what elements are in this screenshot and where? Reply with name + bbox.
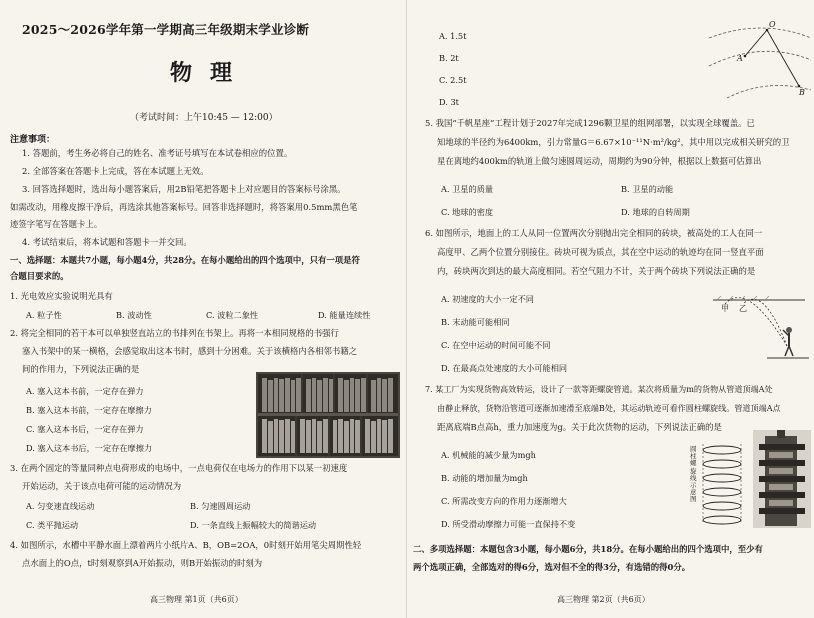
- question-2-stem: 2. 将完全相同的若干本可以单独竖直站立的书排列在书架上。再将一本相同规格的书强行: [10, 328, 339, 338]
- note-line: 如需改动，用橡皮擦干净后，再选涂其他答案标号。回答非选择题时，将答案用0.5mm黑色笔: [10, 202, 358, 212]
- q2-option-d: D. 塞入这本书后，一定存在摩擦力: [26, 443, 153, 453]
- question-4-stem: 点水面上的O点，t时刻观察到A开始振动，则B开始振动的时刻为: [22, 558, 263, 568]
- q4-option-d: D. 3t: [439, 97, 459, 107]
- q3-option-d: D. 一条直线上振幅较大的简谐运动: [190, 520, 317, 530]
- question-3-stem: 开始运动，关于该点电荷可能的运动情况为: [22, 481, 182, 491]
- q5-option-b: B. 卫星的动能: [621, 184, 674, 194]
- note-line: 2. 全部答案在答题卡上完成，答在本试题上无效。: [22, 166, 209, 176]
- question-6-stem: 高度甲、乙两个位置分别接住。砖块可视为质点，其在空中运动的轨迹均在同一竖直平面: [437, 247, 764, 257]
- q1-option-c: C. 波粒二象性: [206, 310, 259, 320]
- page-footer: 高三物理 第1页（共6页）: [150, 595, 243, 604]
- figure-label-yi: 乙: [739, 304, 747, 313]
- page-right: [407, 0, 814, 618]
- question-2-stem: 塞入书架中的某一横格，会感觉取出这本书时，感到十分困难。关于该横格内各相邻书籍之: [22, 346, 357, 356]
- q5-option-a: A. 卫星的质量: [441, 184, 494, 194]
- section2-heading-cont: 两个选项正确，全部选对的得6分，选对但不全的得3分，有选错的得0分。: [413, 562, 691, 572]
- question-6-stem: 内，砖块两次到达的最大高度相同。若空气阻力不计，关于两个砖块下列说法正确的是: [437, 266, 756, 276]
- page-footer: 高三物理 第2页（共6页）: [557, 595, 650, 604]
- helix-diagram: [689, 440, 749, 526]
- bookshelf-photo: [256, 372, 400, 458]
- q2-option-c: C. 塞入这本书后，一定存在弹力: [26, 424, 144, 434]
- q4-option-b: B. 2t: [439, 53, 459, 63]
- ripple-figure: [707, 20, 811, 102]
- note-line: 4. 考试结束后，将本试题和答题卡一并交回。: [22, 237, 192, 247]
- q6-option-a: A. 初速度的大小一定不同: [441, 294, 534, 304]
- section1-heading: 一、选择题：本题共7小题，每小题4分，共28分。在每小题给出的四个选项中，只有一项是符: [10, 255, 360, 265]
- brick-throw-figure: [707, 290, 811, 362]
- question-6-stem: 6. 如图所示，地面上的工人从同一位置两次分别抛出完全相同的砖块，被高处的工人在同一: [425, 228, 763, 238]
- q1-option-d: D. 能量连续性: [318, 310, 371, 320]
- notes-heading: 注意事项：: [10, 135, 56, 145]
- q2-option-b: B. 塞入这本书前，一定存在摩擦力: [26, 405, 152, 415]
- section2-heading: 二、多项选择题：本题包含3小题，每小题6分，共18分。在每小题给出的四个选项中，至少有: [413, 544, 763, 554]
- figure-label-b: B: [799, 88, 805, 97]
- q4-option-c: C. 2.5t: [439, 75, 467, 85]
- helix-caption: 圆柱螺旋线示意图: [690, 445, 697, 504]
- note-line: 迹签字笔写在答题卡上。: [10, 219, 103, 229]
- q6-option-d: D. 在最高点处速度的大小可能相同: [441, 363, 568, 373]
- figure-label-o: O: [769, 20, 776, 29]
- subject-title: 物理: [170, 60, 251, 86]
- spiral-tower-photo: [753, 430, 811, 528]
- q4-option-a: A. 1.5t: [439, 31, 467, 41]
- q6-option-b: B. 末动能可能相同: [441, 317, 510, 327]
- note-line: 1. 答题前，考生务必将自己的姓名、准考证号填写在本试卷相应的位置。: [22, 148, 293, 158]
- q3-option-a: A. 匀变速直线运动: [26, 501, 95, 511]
- q5-option-d: D. 地球的自转周期: [621, 207, 690, 217]
- question-7-stem: 距离底端B点高h，重力加速度为g。关于此次货物的运动，下列说法正确的是: [437, 422, 722, 432]
- section1-heading-cont: 合题目要求的。: [10, 271, 69, 281]
- question-4-stem: 4. 如图所示，水槽中平静水面上漂着两片小纸片A、B，OB=2OA，0时刻开始用笔尖周期性轻: [10, 540, 362, 550]
- q3-option-b: B. 匀速圆周运动: [190, 501, 251, 511]
- q7-option-b: B. 动能的增加量为mgh: [441, 473, 528, 483]
- exam-title: 2025～2026学年第一学期高三年级期末学业诊断: [22, 22, 310, 37]
- question-5-stem: 知地球的半径约为6400km，引力常量G＝6.67×10⁻¹¹N·m²/kg²，其中用以完成相关研究的卫: [437, 137, 790, 147]
- question-7-stem: 7. 某工厂为实现货物高效转运，设计了一款等距螺旋管道。某次将质量为m的货物从管道顶端A处: [425, 384, 773, 394]
- figure-label-jia: 甲: [721, 304, 729, 313]
- question-7-stem: 由静止释放，货物沿管道可逐渐加速滑至底端B处，其运动轨迹可看作圆柱螺旋线。管道顶端A点: [437, 403, 781, 413]
- note-line: 3. 回答选择题时，选出每小题答案后，用2B铅笔把答题卡上对应题目的答案标号涂黑。: [22, 184, 346, 194]
- q1-option-b: B. 波动性: [116, 310, 152, 320]
- question-1-stem: 1. 光电效应实验说明光具有: [10, 291, 113, 301]
- q2-option-a: A. 塞入这本书前，一定存在弹力: [26, 386, 144, 396]
- q5-option-c: C. 地球的密度: [441, 207, 494, 217]
- q7-option-d: D. 所受滑动摩擦力可能一直保持不变: [441, 519, 576, 529]
- q6-option-c: C. 在空中运动的时间可能不同: [441, 340, 551, 350]
- q7-option-c: C. 所需改变方向的作用力逐渐增大: [441, 496, 567, 506]
- exam-time: （考试时间：上午10:45 — 12:00）: [130, 113, 278, 123]
- q3-option-c: C. 类平抛运动: [26, 520, 79, 530]
- question-2-stem: 间的作用力，下列说法正确的是: [22, 364, 140, 374]
- question-5-stem: 星在离地约400km的轨道上做匀速圆周运动，周期约为90分钟，根据以上数据可估算出: [437, 156, 762, 166]
- q1-option-a: A. 粒子性: [26, 310, 62, 320]
- question-5-stem: 5. 我国“千帆星座”工程计划于2027年完成1296颗卫星的组网部署，以实现全球覆盖。已: [425, 118, 755, 128]
- question-3-stem: 3. 在两个固定的等量同种点电荷形成的电场中，一点电荷仅在电场力的作用下以某一初速度: [10, 463, 348, 473]
- figure-label-a: A: [737, 54, 743, 63]
- q7-option-a: A. 机械能的减少量为mgh: [441, 450, 536, 460]
